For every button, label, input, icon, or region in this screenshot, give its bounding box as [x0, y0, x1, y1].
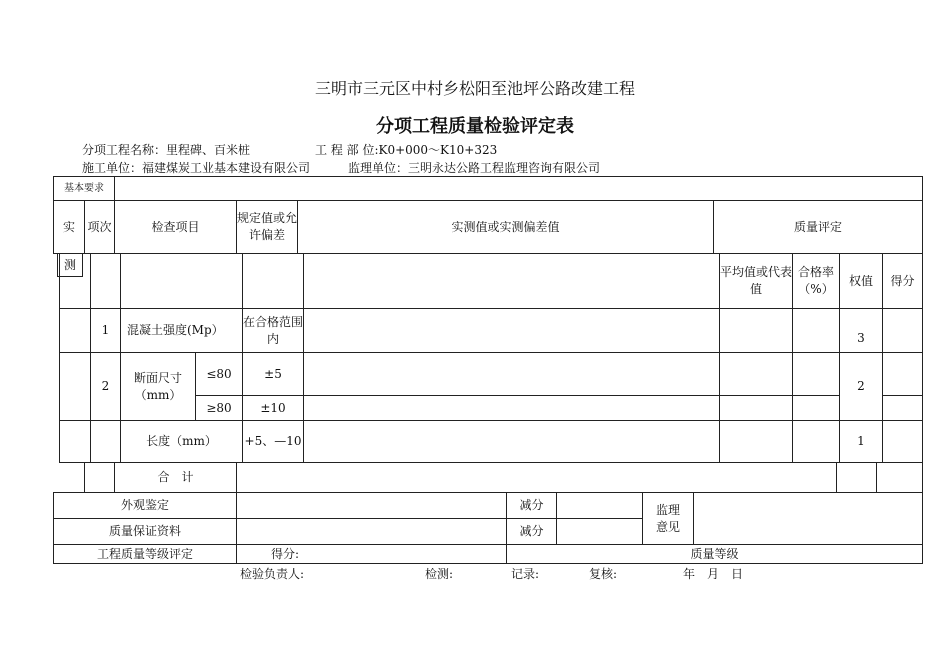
score-label: 得分:: [236, 544, 507, 564]
row-1-weight: 3: [839, 308, 883, 353]
score-header: 得分: [882, 253, 923, 309]
sub-header-blank-3: [120, 253, 243, 309]
row-2-sub2: ≥80: [195, 395, 243, 421]
check-label: 检测:: [425, 567, 454, 581]
total-score: [876, 462, 923, 493]
supervision-label: 监理意见: [642, 492, 694, 545]
total-weight: [836, 462, 877, 493]
date-label: 年 月 日: [683, 567, 744, 581]
deduct-value-1: [556, 492, 643, 519]
row-1-measured: [303, 308, 720, 353]
row-2-allowed2: ±10: [242, 395, 304, 421]
row-2b-measured: [303, 395, 720, 421]
supervision-value: [693, 492, 923, 545]
actual-measure-header: 实: [53, 200, 85, 254]
row-2b-average: [719, 395, 793, 421]
appearance-value: [236, 492, 507, 519]
table-row-2-blank: [59, 352, 91, 421]
total-measured: [236, 462, 837, 493]
table-row-3-blank: [59, 420, 91, 463]
row-3-weight: 1: [839, 420, 883, 463]
row-1-item: 混凝土强度(Mp）: [120, 308, 243, 353]
actual-measure-header-cont: 测: [57, 253, 83, 277]
row-3-no: [90, 420, 121, 463]
sub-project-name: 分项工程名称：里程碑、百米桩: [82, 143, 251, 157]
average-header: 平均值或代表值: [719, 253, 793, 309]
deduct-label-2: 减分: [506, 518, 557, 545]
appearance-label: 外观鉴定: [53, 492, 237, 519]
row-2b-score: [882, 395, 923, 421]
sub-header-blank-5: [303, 253, 720, 309]
row-1-score: [882, 308, 923, 353]
row-3-measured: [303, 420, 720, 463]
row-2b-pass-rate: [792, 395, 840, 421]
total-blank: [84, 462, 115, 493]
form-title: 分项工程质量检验评定表: [376, 116, 574, 137]
item-no-header: 项次: [84, 200, 115, 254]
sub-header-blank-2: [90, 253, 121, 309]
row-3-pass-rate: [792, 420, 840, 463]
row-1-no: 1: [90, 308, 121, 353]
row-1-average: [719, 308, 793, 353]
sub-header-blank-4: [242, 253, 304, 309]
review-label: 复核:: [589, 567, 618, 581]
quality-docs-label: 质量保证资料: [53, 518, 237, 545]
grade-eval-label: 工程质量等级评定: [53, 544, 237, 564]
row-2-sub1: ≤80: [195, 352, 243, 396]
row-3-average: [719, 420, 793, 463]
check-item-header: 检查项目: [114, 200, 237, 254]
deduct-label-1: 减分: [506, 492, 557, 519]
row-3-item: 长度（mm）: [120, 420, 243, 463]
measured-values-header: 实测值或实测偏差值: [297, 200, 714, 254]
grade-label: 质量等级: [506, 544, 923, 564]
row-2a-pass-rate: [792, 352, 840, 396]
inspector-label: 检验负责人:: [240, 567, 305, 581]
table-row-1-blank: [59, 308, 91, 353]
row-2-no: 2: [90, 352, 121, 421]
total-label: 合 计: [114, 462, 237, 493]
row-1-allowed: 在合格范围内: [242, 308, 304, 353]
row-2a-average: [719, 352, 793, 396]
contractor: 施工单位：福建煤炭工业基本建设有限公司: [82, 161, 311, 175]
deduct-value-2: [556, 518, 643, 545]
supervisor: 监理单位：三明永达公路工程监理咨询有限公司: [348, 161, 601, 175]
row-3-allowed: +5、—10: [242, 420, 304, 463]
basic-requirements-content: [114, 176, 923, 201]
pass-rate-header: 合格率（%）: [792, 253, 840, 309]
record-label: 记录:: [511, 567, 540, 581]
weight-header: 权值: [839, 253, 883, 309]
project-title: 三明市三元区中村乡松阳至池坪公路改建工程: [314, 79, 635, 98]
quality-evaluation-header: 质量评定: [713, 200, 923, 254]
sub-header-blank-1: [59, 253, 91, 309]
project-location: 工 程 部 位:K0+000～K10+323: [315, 143, 498, 157]
row-1-pass-rate: [792, 308, 840, 353]
row-2a-measured: [303, 352, 720, 396]
row-2-weight: 2: [839, 352, 883, 421]
row-2a-score: [882, 352, 923, 396]
allowed-deviation-header: 规定值或允许偏差: [236, 200, 298, 254]
row-2-allowed1: ±5: [242, 352, 304, 396]
row-3-score: [882, 420, 923, 463]
basic-requirements-label: 基本要求: [53, 176, 115, 201]
row-2-item: 断面尺寸（mm）: [120, 352, 196, 421]
quality-docs-value: [236, 518, 507, 545]
